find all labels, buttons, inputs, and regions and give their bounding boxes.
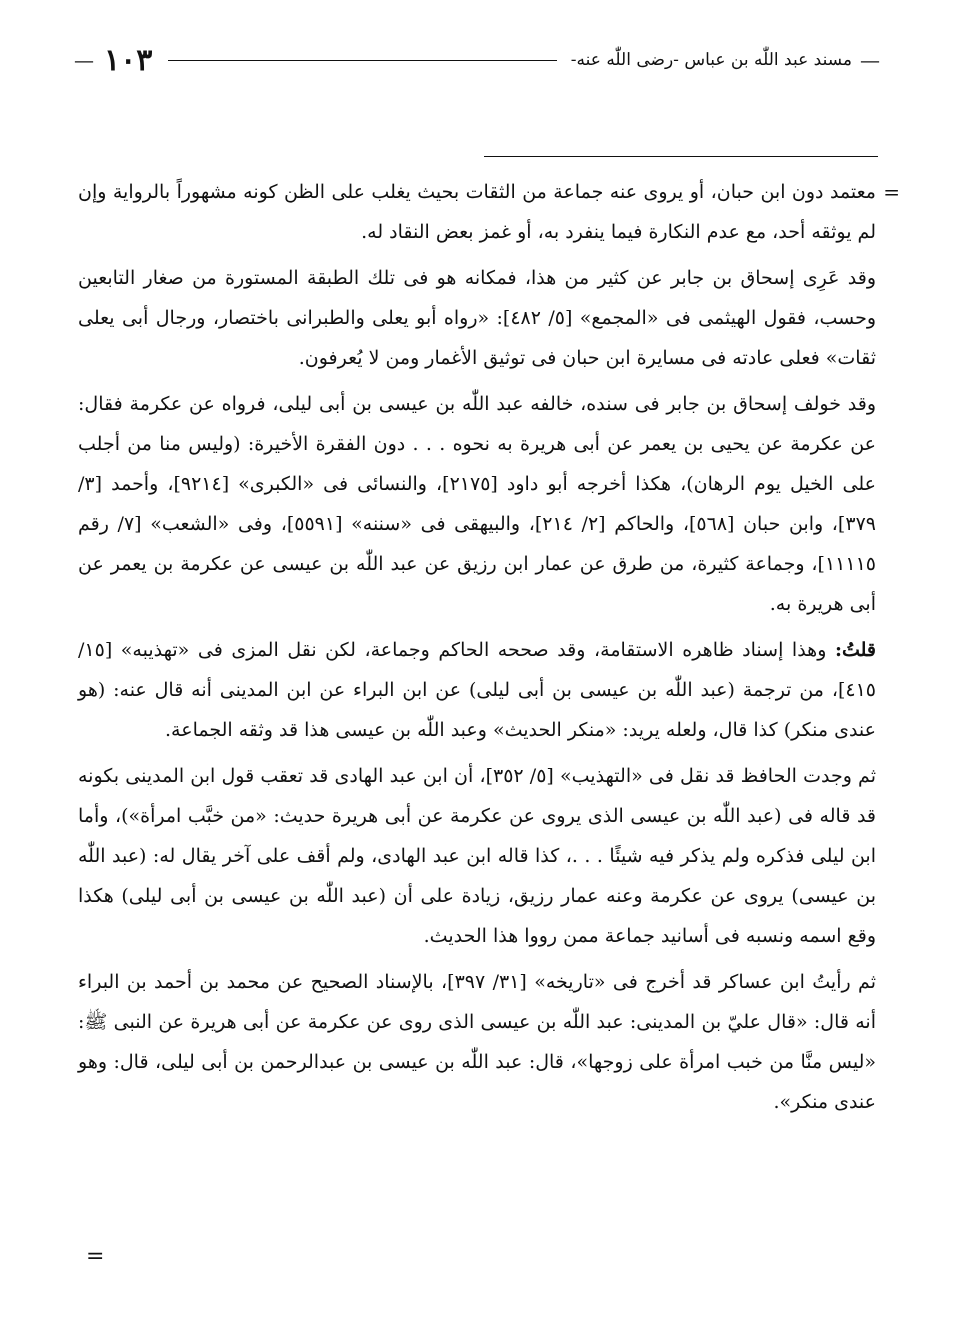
paragraph-6	[78, 962, 876, 1122]
paragraph-text: ثم وجدت الحافظ قد نقل فى «التهذيب» [٥/ ٣٥٢]، أن ابن عبد الهادى قد تعقب قول ابن المدينى بكونه قد قاله فى (عبد اللّٰه بن عيسى الذى يروى عن عكرمة عن أبى هريرة حديث: «من خبَّب امرأة»)، وأما ابن ليلى فذكره ولم يذكر فيه شيئًا . . .، كذا قاله ابن عبد الهادى، ولم أقف على آخر يقال له: (عبد اللّٰه بن عيسى) يروى عن عكرمة وعنه عمار رزيق، زيادة على أن (عبد اللّٰه بن عيسى بن أبى ليلى) هكذا وقع اسمه ونسبه فى أسانيد جماعة ممن رووا هذا الحديث.	[78, 765, 876, 947]
continuation-mark-start: =	[883, 180, 900, 204]
paragraph-2	[78, 258, 876, 378]
paragraph-text: وقد خولف إسحاق بن جابر فى سنده، خالفه عبد اللّٰه بن عيسى بن أبى ليلى، فرواه عن عكرمة فقال: عن عكرمة عن يحيى بن يعمر عن أبى هريرة به نحوه . . . دون الفقرة الأخيرة: (وليس منا من أجلب على الخيل يوم الرهان)، هكذا أخرجه أبو داود [٢١٧٥]، والنسائى فى «الكبرى» [٩٢١٤]، وأحمد [٣/ ٣٧٩]، وابن حبان [٥٦٨]، والحاكم [٢/ ٢١٤]، والبيهقى فى «سننه» [٥٥٩١]، وفى «الشعب» [٧/ رقم ١١١١٥]، وجماعة كثيرة، من طرق عن عمار ابن رزيق عن عبد اللّٰه بن عيسى عن عكرمة بن يعمر عن أبى هريرة به.	[78, 393, 876, 615]
continuation-mark-end: =	[86, 1244, 105, 1269]
footnote-separator	[484, 156, 878, 157]
footnote-body	[78, 172, 900, 1128]
running-header	[72, 38, 882, 82]
paragraph-5	[78, 756, 876, 956]
paragraph-text: معتمد دون ابن حبان، أو يروى عنه جماعة من الثقات بحيث يغلب على الظن كونه مشهوراً بالرواية وإن لم يوثقه أحد، مع عدم النكارة فيما ينفرد به، أو غمز بعض النقاد له.	[78, 181, 876, 243]
paragraph-4	[78, 630, 876, 750]
header-rule	[168, 60, 556, 61]
page-number: ١٠٣	[104, 42, 153, 78]
header-dash-left: —	[74, 48, 94, 72]
paragraph-lead: قلتُ:	[834, 639, 876, 661]
paragraph-text: ثم رأيتُ ابن عساكر قد أخرج فى «تاريخه» [٣١/ ٣٩٧]، بالإسناد الصحيح عن محمد بن أحمد بن البراء أنه قال: «قال عليّ بن المدينى: عبد اللّٰه بن عيسى الذى روى عن عكرمة عن أبى هريرة عن النبى ﷺ: «ليس منَّا من خبب امرأة على زوجها»، قال: عبد اللّٰه بن عيسى بن عبدالرحمن بن أبى ليلى، قال: وهو عندى منكر».	[78, 971, 876, 1113]
header-dash-right: —	[860, 48, 880, 72]
running-title: مسند عبد اللّٰه بن عباس -رضى اللّٰه عنه-	[570, 50, 852, 70]
paragraph-text: وهذا إسناد ظاهره الاستقامة، وقد صححه الحاكم وجماعة، لكن نقل المزى فى «تهذيبه» [١٥/ ٤١٥]، من ترجمة (عبد اللّٰه بن عيسى بن أبى ليلى) عن ابن البراء عن ابن المدينى أنه قال عنه: (هو عندى منكر) كذا قال، ولعله يريد: «منكر الحديث» وعبد اللّٰه بن عيسى هذا قد وثقه الجماعة.	[78, 639, 876, 741]
paragraph-3	[78, 384, 876, 624]
paragraph-1	[78, 172, 900, 252]
paragraph-text: وقد عَرِى إسحاق بن جابر عن كثير من هذا، فمكانه هو فى تلك الطبقة المستورة من صغار التابعين وحسب، فقول الهيثمى فى «المجمع» [٥/ ٤٨٢]: «رواه أبو يعلى والطبرانى باختصار، ورجال أبى يعلى ثقات» فعلى عادته فى مسايرة ابن حبان فى توثيق الأغمار ومن لا يُعرفون.	[78, 267, 876, 369]
